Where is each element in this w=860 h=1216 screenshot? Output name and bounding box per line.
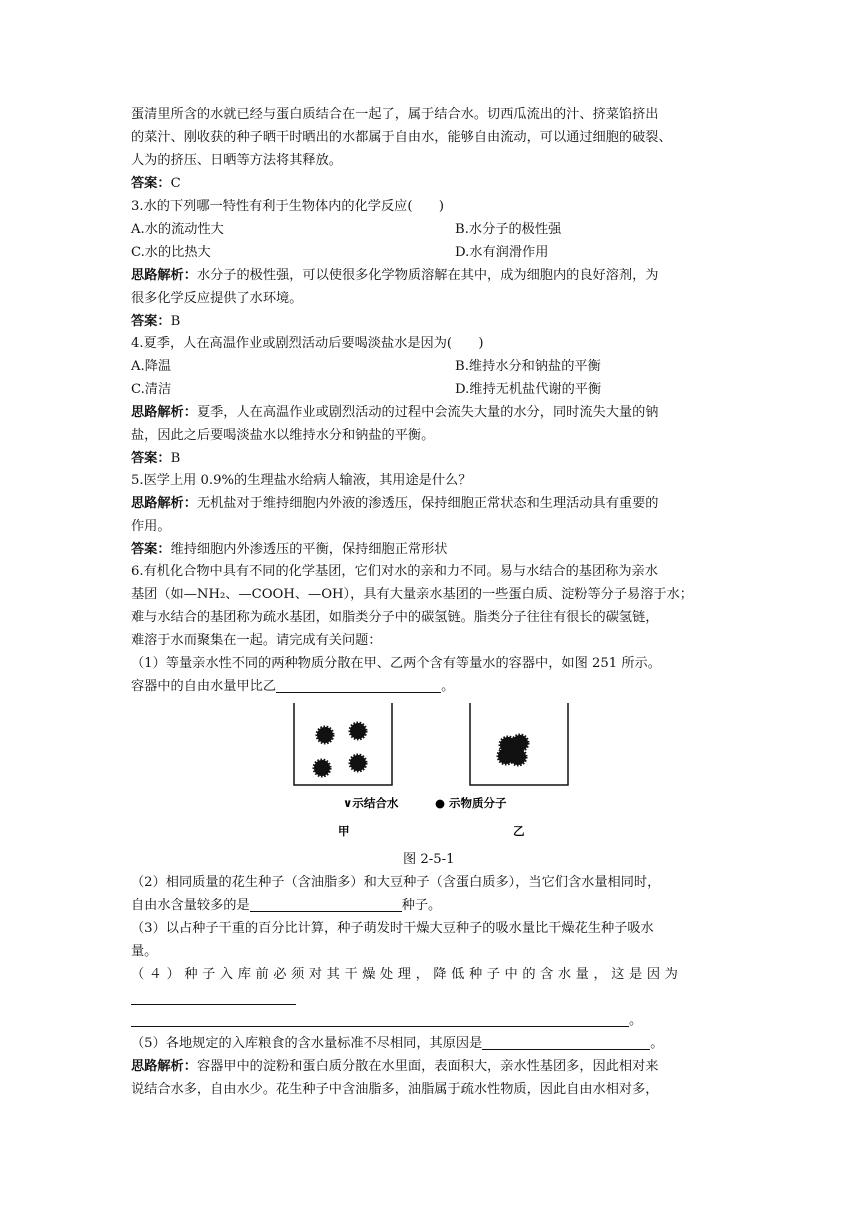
explanation-line [131, 1055, 731, 1078]
answer-value: B [170, 451, 181, 466]
label-jia: 甲 [338, 824, 350, 838]
text-line: 难与水结合的基团称为疏水基团，如脂类分子中的碳氢链。脂类分子往往有很长的碳氢链， [131, 610, 659, 625]
sub-question-text: 种子。 [401, 898, 442, 913]
explanation-line [131, 401, 731, 424]
text-line [131, 675, 731, 698]
sub-question-5 [131, 1032, 731, 1055]
answer-blank-line [131, 1009, 731, 1032]
option-d: D.水有润滑作用 [455, 245, 549, 260]
answer-blank[interactable] [250, 897, 402, 912]
answer-blank[interactable] [131, 1012, 629, 1027]
sub-question-4: （４）种子入库前必须对其干燥处理，降低种子中的含水量，这是因为 [131, 967, 683, 982]
text-line: 量。 [131, 944, 158, 959]
answer-label: 答案： [131, 542, 171, 557]
text-line: 说结合水多，自由水少。花生种子中含油脂多，油脂属于疏水性物质，因此自由水相对多， [131, 1082, 659, 1097]
legend-bound-water: ∨示结合水 [343, 796, 399, 810]
figure-2-5-1 [280, 700, 580, 850]
punctuation: 。 [629, 1013, 643, 1028]
explanation-line [131, 264, 731, 287]
option-b: B.水分子的极性强 [455, 222, 562, 237]
option-c: C.水的比热大 [131, 245, 211, 260]
question-3: 3.水的下列哪一特性有利于生物体内的化学反应( ) [131, 199, 444, 214]
answer-blank[interactable] [131, 990, 296, 1005]
molecules-yi [498, 735, 528, 765]
option-c: C.清洁 [131, 382, 172, 397]
explanation-label: 思路解析： [131, 496, 197, 511]
explanation-line [131, 492, 731, 515]
explanation-text: 水分子的极性强，可以使很多化学物质溶解在其中，成为细胞内的良好溶剂，为 [196, 268, 659, 283]
figure-caption: 图 2-5-1 [403, 852, 455, 867]
answer-value: C [170, 176, 181, 191]
text-line: 人为的挤压、日晒等方法将其释放。 [131, 153, 342, 168]
question-4: 4.夏季，人在高温作业或剧烈活动后要喝淡盐水是因为( ) [131, 336, 484, 351]
label-yi: 乙 [513, 824, 525, 838]
explanation-label: 思路解析： [131, 1059, 197, 1074]
answer-blank[interactable] [482, 1035, 650, 1050]
sub-question-text: 自由水含量较多的是 [131, 898, 250, 913]
explanation-text: 容器甲中的淀粉和蛋白质分散在水里面，表面积大，亲水性基团多，因此相对来 [196, 1059, 659, 1074]
answer-line [131, 172, 731, 195]
text-line: 很多化学反应提供了水环境。 [131, 291, 303, 306]
legend-molecule: ● 示物质分子 [435, 796, 507, 810]
text-line: 难溶于水而聚集在一起。请完成有关问题： [131, 633, 382, 648]
question-5: 5.医学上用 0.9%的生理盐水给病人输液，其用途是什么？ [131, 473, 472, 488]
answer-label: 答案： [131, 314, 171, 329]
molecules-jia [314, 723, 366, 776]
container-jia [294, 703, 392, 785]
text-line: 基团（如—NH₂、—COOH、—OH），具有大量亲水基团的一些蛋白质、淀粉等分子易溶于水； [131, 587, 693, 602]
answer-value: 维持细胞内外渗透压的平衡，保持细胞正常形状 [170, 542, 448, 557]
punctuation: 。 [441, 679, 455, 694]
explanation-label: 思路解析： [131, 405, 197, 420]
text-line: 蛋清里所含的水就已经与蛋白质结合在一起了，属于结合水。切西瓜流出的汁、挤菜馅挤出 [131, 107, 659, 122]
question-6: 6.有机化合物中具有不同的化学基团，它们对水的亲和力不同。易与水结合的基团称为亲水 [131, 564, 658, 579]
answer-label: 答案： [131, 176, 171, 191]
option-b: B.维持水分和钠盐的平衡 [455, 359, 601, 374]
text-line: 的菜汁、刚收获的种子晒干时晒出的水都属于自由水，能够自由流动，可以通过细胞的破裂、 [131, 130, 672, 145]
sub-question-1: （1）等量亲水性不同的两种物质分散在甲、乙两个含有等量水的容器中，如图 251 所示。 [131, 656, 661, 671]
sub-question-text: 容器中的自由水量甲比乙 [131, 679, 277, 694]
sub-question-2: （2）相同质量的花生种子（含油脂多）和大豆种子（含蛋白质多），当它们含水量相同时， [131, 875, 661, 890]
option-a: A.水的流动性大 [131, 222, 224, 237]
answer-value: B [170, 314, 181, 329]
punctuation: 。 [650, 1036, 664, 1051]
option-d: D.维持无机盐代谢的平衡 [455, 382, 602, 397]
explanation-label: 思路解析： [131, 268, 197, 283]
answer-line [131, 447, 731, 470]
text-line: 作用。 [131, 519, 171, 534]
answer-line [131, 310, 731, 333]
answer-label: 答案： [131, 451, 171, 466]
answer-blank-line [131, 987, 731, 1010]
text-line [131, 894, 731, 917]
answer-line [131, 538, 731, 561]
answer-blank[interactable] [276, 678, 441, 693]
option-a: A.降温 [131, 359, 172, 374]
explanation-text: 无机盐对于维持细胞内外液的渗透压，保持细胞正常状态和生理活动具有重要的 [196, 496, 659, 511]
explanation-text: 夏季，人在高温作业或剧烈活动的过程中会流失大量的水分，同时流失大量的钠 [196, 405, 659, 420]
sub-question-text: （5）各地规定的入库粮食的含水量标准不尽相同，其原因是 [131, 1036, 483, 1051]
text-line: 盐，因此之后要喝淡盐水以维持水分和钠盐的平衡。 [131, 428, 435, 443]
sub-question-3: （3）以占种子干重的百分比计算，种子萌发时干燥大豆种子的吸水量比干燥花生种子吸水 [131, 921, 654, 936]
